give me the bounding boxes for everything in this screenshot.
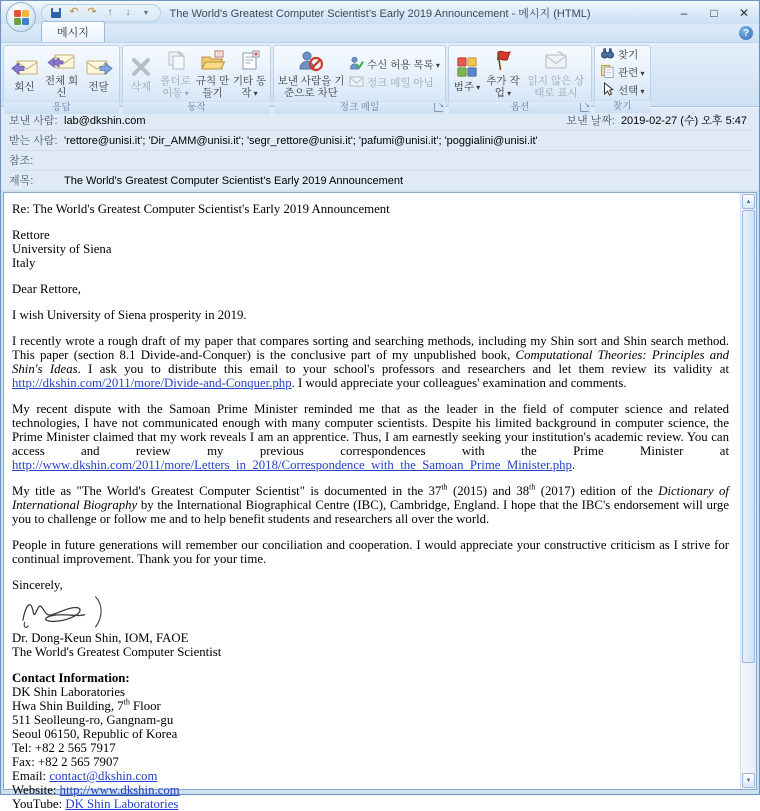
follow-up-label: 추가 작업 ▾: [484, 75, 522, 99]
contact-line: Tel: +82 2 565 7917: [12, 741, 116, 755]
not-junk-icon: [349, 74, 364, 91]
select-cursor-icon: [600, 82, 615, 99]
paragraph-dispute: [12, 402, 729, 472]
address-line: Italy: [12, 256, 36, 270]
categorize-icon: [456, 54, 478, 80]
ribbon-tab-row: [1, 24, 759, 43]
contact-line: [12, 797, 729, 811]
website-link[interactable]: http://www.dkshin.com: [59, 783, 180, 797]
help-icon[interactable]: ?: [739, 26, 753, 40]
other-actions-button[interactable]: [231, 47, 268, 100]
find-label: 찾기: [617, 48, 639, 61]
address-line: Rettore: [12, 228, 50, 242]
youtube-link[interactable]: DK Shin Laboratories: [65, 797, 179, 811]
ribbon-group-actions-label: 동작: [123, 101, 270, 114]
contact-line: Seoul 06150, Republic of Korea: [12, 727, 178, 741]
ribbon-group-find: [594, 45, 651, 112]
ribbon-group-options: [448, 45, 592, 114]
reply-all-icon: [48, 48, 76, 74]
header-row-cc: [9, 151, 751, 171]
ribbon-group-respond-label: 응답: [4, 101, 119, 114]
other-actions-label: 기타 동작 ▾: [232, 75, 267, 99]
forward-label: 전달: [88, 81, 109, 94]
scroll-down-button[interactable]: [742, 773, 755, 788]
contact-text: Website:: [12, 783, 60, 797]
re-subject-line: Re: The World's Greatest Computer Scientist's Early 2019 Announcement: [12, 202, 390, 216]
select-label: 선택 ▾: [618, 85, 645, 97]
select-button[interactable]: [597, 83, 648, 99]
document-actions-icon: [238, 48, 262, 74]
close-button[interactable]: ✕: [738, 5, 750, 20]
paragraph-text: My recent dispute with the Samoan Prime Minister reminded me that as the leader in the field of computer science and related technologies, I have not communicated enough with many computer scientists. Despite his limited background in computer science, the Prime Minister claimed that my work reveals I am an apprentice. Thus, I am earnestly seeking your institution's academic review. You can access and review my previous correspondences with the Prime Minister at: [12, 402, 729, 458]
contact-text: Hwa Shin Building, 7: [12, 699, 124, 713]
divide-and-conquer-link[interactable]: http://dkshin.com/2011/more/Divide-and-Conquer.php: [12, 376, 292, 390]
previous-item-button[interactable]: [102, 5, 118, 20]
dictionary-title-italic: Dictionary of International Biography: [12, 484, 729, 512]
tab-message[interactable]: 메시지: [41, 21, 105, 42]
block-sender-icon: [298, 48, 324, 74]
subject-label: 제목:: [9, 175, 34, 187]
ribbon-group-junk-mail: [273, 45, 446, 114]
header-row-to: [9, 131, 751, 151]
related-button[interactable]: [597, 65, 648, 81]
superscript: th: [441, 482, 448, 492]
create-rule-label: 규칙 만들기: [195, 75, 230, 100]
move-folder-icon: [164, 48, 188, 74]
reply-all-button[interactable]: [43, 47, 80, 100]
contact-text: YouTube:: [12, 797, 66, 811]
undo-button[interactable]: [66, 5, 82, 20]
signer-name: Dr. Dong-Keun Shin, IOM, FAOE: [12, 631, 189, 645]
paragraph-text: (2017) edition of the: [535, 484, 659, 498]
related-icon: [600, 64, 615, 81]
ribbon-group-actions: [122, 45, 271, 114]
office-button[interactable]: [6, 2, 36, 32]
mark-unread-button: [523, 47, 589, 100]
contact-text: Email:: [12, 769, 50, 783]
paragraph-text: .: [571, 458, 576, 472]
ribbon-group-junk-mail-label: 정크 메일 ↘: [274, 101, 445, 114]
create-rule-button[interactable]: [194, 47, 231, 100]
redo-icon: [87, 7, 96, 18]
closing: Sincerely,: [12, 578, 63, 592]
reply-all-label: 전체 회신: [44, 75, 79, 100]
signer-title: The World's Greatest Computer Scientist: [12, 645, 222, 659]
categorize-button[interactable]: [451, 53, 483, 94]
contact-line: DK Shin Laboratories: [12, 685, 126, 699]
scrollbar[interactable]: [740, 193, 756, 789]
delete-label: 삭제: [130, 81, 152, 94]
minimize-button[interactable]: –: [680, 5, 688, 20]
paragraph-paper: [12, 334, 729, 390]
mark-unread-icon: [543, 48, 569, 74]
message-body[interactable]: [4, 193, 739, 811]
paragraph-text: . I would appreciate your colleagues' examination and comments.: [291, 376, 627, 390]
superscript: th: [123, 697, 130, 707]
recipient-address-block: [12, 228, 729, 270]
reply-icon: [11, 54, 39, 80]
from-label: 보낸 사람:: [9, 115, 58, 127]
correspondence-link[interactable]: http://www.dkshin.com/2011/more/Letters_in_2018/Correspondence_with_the_Samoan_Prime_Minister.php: [12, 458, 572, 472]
contact-line: [12, 699, 729, 713]
sent-date-value: 2019-02-27 (수) 오후 5:47: [620, 115, 747, 127]
delete-icon: [129, 54, 153, 80]
move-to-folder-button: [157, 47, 194, 100]
to-value: 'rettore@unisi.it'; 'Dir_AMM@unisi.it'; 'segr_rettore@unisi.it'; 'pafumi@unisi.it'; 'poggialini@unisi.it': [64, 135, 538, 147]
related-label: 관련 ▾: [618, 67, 645, 79]
save-button[interactable]: [48, 5, 64, 20]
follow-up-button[interactable]: [483, 47, 523, 100]
find-icon: [600, 46, 615, 63]
contact-text: Floor: [129, 699, 161, 713]
save-icon: [51, 8, 61, 18]
delete-button: [125, 53, 157, 94]
forward-icon: [85, 54, 113, 80]
find-button[interactable]: [597, 47, 648, 63]
window-controls: [669, 1, 759, 24]
mark-unread-label: 읽지 않은 상태로 표시: [527, 75, 585, 100]
to-label: 받는 사람:: [9, 135, 58, 147]
block-sender-label: 보낸 사람을 기준으로 차단: [277, 75, 345, 100]
junk-mail-dialog-launcher-icon[interactable]: [434, 103, 443, 112]
from-value: lab@dkshin.com: [64, 115, 146, 127]
move-to-folder-label: 폴더로 이동 ▾: [158, 75, 193, 99]
safe-senders-icon: [349, 56, 364, 73]
contact-heading: Contact Information:: [12, 671, 130, 685]
reply-label: 회신: [14, 81, 35, 94]
sent-date-label: 보낸 날짜:: [566, 115, 615, 127]
previous-item-icon: [108, 7, 113, 18]
book-title-italic: Computational Theories: Principles and Shin's Ideas: [12, 348, 730, 376]
message-header-panel: [1, 107, 759, 190]
options-dialog-launcher-icon[interactable]: [580, 103, 589, 112]
paragraph-text: . I ask you to distribute this email to your school's professors and researchers and let them review its validity at: [77, 362, 729, 376]
contact-line: [12, 769, 729, 783]
scrollbar-thumb[interactable]: [742, 210, 755, 663]
contact-line: Fax: +82 2 565 7907: [12, 755, 119, 769]
undo-icon: [69, 7, 78, 18]
ribbon-group-options-label: 옵션 ↘: [449, 101, 591, 114]
message-body-region: [3, 192, 757, 811]
reply-button[interactable]: [6, 53, 43, 94]
scroll-up-button[interactable]: [742, 194, 755, 209]
paragraph-text: My title as "The World's Greatest Computer Scientist" is documented in the 37: [12, 484, 442, 498]
ribbon-group-respond: [3, 45, 120, 114]
header-row-subject: [9, 171, 751, 190]
window-title: The World's Greatest Computer Scientist's Early 2019 Announcement - 메시지 (HTML): [169, 7, 591, 20]
cc-label: 참조:: [9, 155, 34, 167]
title-bar: [1, 1, 759, 24]
not-junk-button: [346, 75, 443, 91]
sent-date: [566, 112, 751, 128]
maximize-button[interactable]: □: [710, 5, 718, 20]
follow-up-flag-icon: [491, 48, 515, 74]
ribbon-group-find-label: 찾기: [595, 100, 650, 113]
paragraph-text: (2015) and 38: [447, 484, 530, 498]
paragraph-text: I recently wrote a rough draft of my paper that compares sorting and searching methods, including my Shin sort and Shin search method. This paper (section 8.1 Divide-and-Conquer) is the conclusive part of my unpublished book,: [12, 334, 729, 362]
rule-folder-icon: [200, 48, 226, 74]
signature-image: [14, 593, 126, 631]
block-sender-button[interactable]: [276, 47, 346, 100]
paragraph-text: by the International Biographical Centre (IBC), Cambridge, England. I hope that the IBC's endorsement will urge you to challenge or follow me and to help benefit students and researchers all over the world.: [12, 498, 729, 526]
superscript: th: [529, 482, 536, 492]
forward-button[interactable]: [80, 53, 117, 94]
paragraph-wish: I wish University of Siena prosperity in 2019.: [12, 308, 247, 322]
subject-value: The World's Greatest Computer Scientist's Early 2019 Announcement: [64, 175, 404, 187]
categorize-label: 범주 ▾: [454, 81, 481, 93]
contact-line: 511 Seolleung-ro, Gangnam-gu: [12, 713, 174, 727]
office-logo-icon: [14, 10, 29, 25]
not-junk-label: 정크 메일 아님: [367, 76, 434, 89]
salutation: Dear Rettore,: [12, 282, 81, 296]
safe-senders-label: 수신 허용 목록 ▾: [367, 59, 440, 71]
safe-senders-list-button[interactable]: [346, 57, 443, 73]
paragraph-title: [12, 484, 729, 526]
redo-button[interactable]: [84, 5, 100, 20]
address-line: University of Siena: [12, 242, 112, 256]
ribbon: [1, 43, 759, 114]
email-link[interactable]: contact@dkshin.com: [49, 769, 158, 783]
paragraph-closing-thoughts: People in future generations will remember our conciliation and cooperation. I would appreciate your constructive criticism as I strive for continual improvement. Thank you for your time.: [12, 538, 729, 566]
contact-line: [12, 783, 729, 797]
